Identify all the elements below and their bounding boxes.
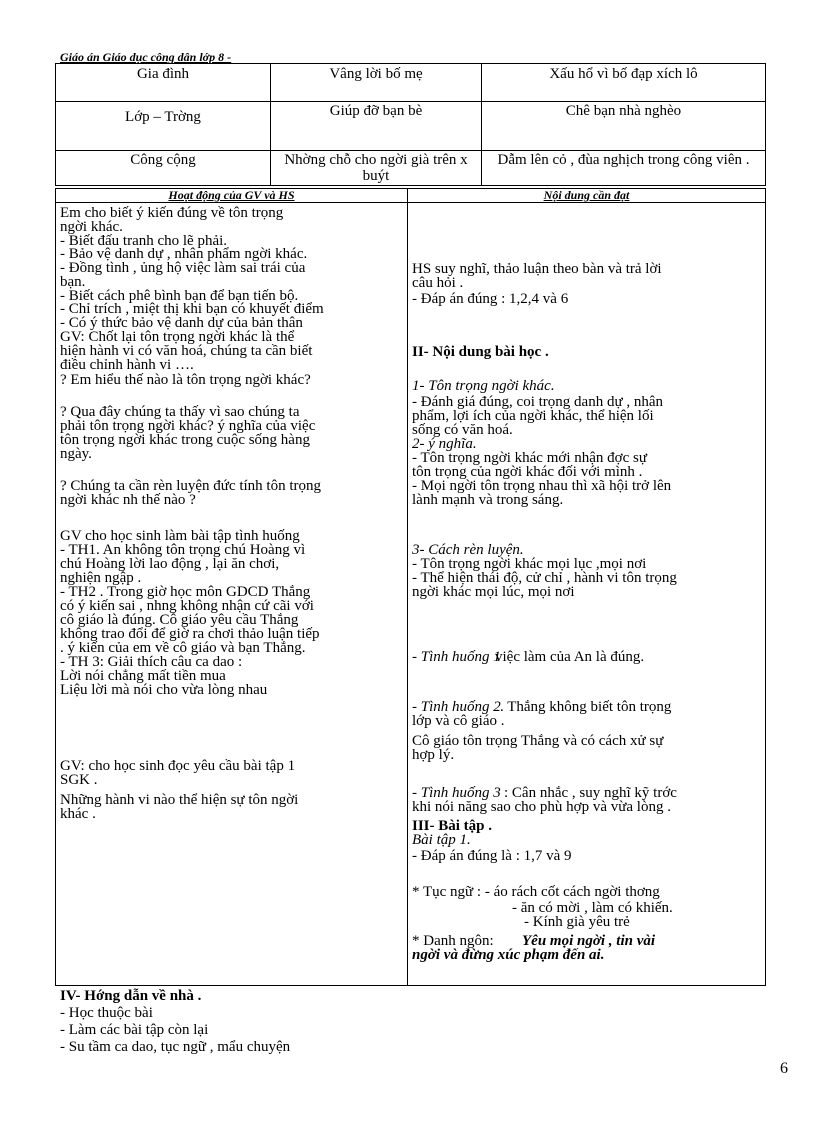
text-line: . Thắng không biết tôn trọng	[500, 699, 672, 715]
homework-section	[60, 988, 290, 1056]
text-line: hiện hành vi có văn hoá, chúng ta cần biết	[60, 343, 313, 359]
activities-column	[56, 203, 408, 986]
text-line: Lời nói chẳng mất tiền mua	[60, 668, 226, 684]
text-line: - ăn có mời , làm có khiến.	[512, 900, 673, 916]
page-number: 6	[780, 1060, 788, 1077]
cell: Nhờng chỗ cho ngời già trên x buýt	[271, 151, 482, 186]
text-line: * Tục ngữ : - áo rách cốt cách ngời thơng	[412, 884, 660, 900]
cell: Lớp – Trờng	[56, 102, 271, 151]
col-header-activities: Hoạt động của GV và HS	[56, 189, 408, 203]
text-line: GV cho học sinh làm bài tập tình huống	[60, 528, 300, 544]
text-line: việc làm của An là đúng.	[495, 649, 645, 665]
text-line: - Biết đấu tranh cho lẽ phải.	[60, 233, 228, 249]
text-line: SGK .	[60, 772, 98, 788]
homework-title: IV- Hớng dẫn về nhà .	[60, 988, 202, 1004]
text-line: sống có văn hoá.	[412, 422, 513, 438]
text-line: - Có ý thức bảo vệ danh dự của bản thân	[60, 315, 303, 331]
text-line: GV: cho học sinh đọc yêu cầu bài tập 1	[60, 758, 296, 774]
lesson-table	[55, 188, 766, 986]
text-line: câu hỏi .	[412, 275, 464, 291]
text-line: - Đồng tình , ủng hộ việc làm sai trái của	[60, 260, 306, 276]
text-line: ngời khác.	[60, 219, 123, 235]
text-line: ? Qua đây chúng ta thấy vì sao chúng ta	[60, 404, 300, 420]
text-line: - Thể hiện thái độ, cử chỉ , hành vi tôn trọng	[412, 570, 677, 586]
page-header: Giáo án Giáo dục công dân lớp 8 -	[60, 50, 232, 64]
cell: Gia đình	[56, 64, 271, 102]
col-header-content: Nội dung cần đạt	[408, 189, 766, 203]
text-line: - Kính già yêu trẻ	[524, 914, 630, 930]
text-line: bạn.	[60, 274, 86, 290]
text-line: * Danh ngôn:	[412, 933, 494, 949]
text-line: phải tôn trọng ngời khác? ý nghĩa của việc	[60, 418, 316, 434]
text-line: - Đáp án đúng là : 1,7 và 9	[412, 848, 572, 864]
cell: Xấu hổ vì bố đạp xích lô	[482, 64, 766, 102]
text-line: - Đáp án đúng : 1,2,4 và 6	[412, 291, 569, 307]
text-line: không trao đổi để giờ ra chơi thảo luận tiếp	[60, 626, 320, 642]
text-line: - Mọi ngời tôn trọng nhau thì xã hội trở lên	[412, 478, 672, 494]
homework-item: - Su tầm ca dao, tục ngữ , mẩu chuyện	[60, 1039, 291, 1055]
text-line: ngày.	[60, 446, 92, 462]
text-line: khi nói năng sao cho phù hợp và vừa lòng .	[412, 799, 671, 815]
text-line: ? Em hiểu thế nào là tôn trọng ngời khác?	[60, 372, 311, 388]
text-line: Những hành vi nào thể hiện sự tôn ngời	[60, 792, 299, 808]
text-line: - TH1. An không tôn trọng chú Hoàng vì	[60, 542, 306, 558]
text-line: Bài tập 1.	[412, 832, 471, 848]
cell: Dẫm lên cỏ , đùa nghịch trong công viên .	[482, 151, 766, 186]
text-line: 3- Cách rèn luyện.	[412, 542, 524, 558]
text-line: 1- Tôn trọng ngời khác.	[412, 378, 555, 394]
cell: Chê bạn nhà nghèo	[482, 102, 766, 151]
text-line: chú Hoàng lời lao động , lại ăn chơi,	[60, 556, 280, 572]
text-line: . ý kiến của em về cô giáo và bạn Thắng.	[60, 640, 306, 656]
content-column	[408, 203, 766, 986]
text-line: GV: Chốt lại tôn trọng ngời khác là thể	[60, 329, 295, 345]
text-line: Yêu mọi ngời , tin vài	[522, 933, 656, 949]
text-line: hợp lý.	[412, 747, 455, 763]
text-line: phẩm, lợi ích của ngời khác, thể hiện lối	[412, 408, 654, 424]
text-line: tôn trọng ngời khác trong cuộc sống hàng	[60, 432, 310, 448]
text-line: ngời và đừng xúc phạm đến ai.	[412, 947, 605, 963]
text-line: - Tôn trọng ngời khác mới nhận đợc sự	[412, 450, 647, 466]
examples-table	[55, 63, 766, 186]
text-line: khác .	[60, 806, 96, 822]
text-line: III- Bài tập .	[412, 818, 493, 834]
text-line: - Biết cách phê bình bạn để bạn tiến bộ.	[60, 288, 299, 304]
text-line: 2- ý nghĩa.	[412, 436, 477, 452]
text-line: - TH 3: Giải thích câu ca dao :	[60, 654, 243, 670]
text-line: lớp và cô giáo .	[412, 713, 505, 729]
text-line: - Tình huống 3	[412, 785, 501, 801]
text-line: HS suy nghĩ, thảo luận theo bàn và trả lời	[412, 261, 662, 277]
text-line: lành mạnh và trong sáng.	[412, 492, 564, 508]
cell: Công cộng	[56, 151, 271, 186]
text-line: cô giáo là đúng. Cô giáo yêu cầu Thắng	[60, 612, 299, 628]
text-line: ngời khác nh thế nào ?	[60, 492, 196, 508]
text-line: - Chỉ trích , miệt thị khi bạn có khuyết điểm	[60, 301, 324, 317]
text-line: ngời khác mọi lúc, mọi nơi	[412, 584, 575, 600]
text-line: II- Nội dung bài học .	[412, 344, 549, 360]
text-line: Liệu lời mà nói cho vừa lòng nhau	[60, 682, 268, 698]
homework-item: - Học thuộc bài	[60, 1005, 153, 1021]
text-line: ? Chúng ta cần rèn luyện đức tính tôn trọng	[60, 478, 321, 494]
text-line: - Đánh giá đúng, coi trọng danh dự , nhân	[412, 394, 663, 410]
text-line: nghiện ngập .	[60, 570, 142, 586]
text-line: Em cho biết ý kiến đúng về tôn trọng	[60, 205, 284, 221]
text-line: - Tình huống 2	[412, 699, 501, 715]
text-line: - Tôn trọng ngời khác mọi lục ,mọi nơi	[412, 556, 647, 572]
text-line: điều chỉnh hành vi ….	[60, 357, 194, 373]
cell: Giúp đỡ bạn bè	[271, 102, 482, 151]
cell: Vâng lời bố mẹ	[271, 64, 482, 102]
text-line: : Cân nhắc , suy nghĩ kỹ trớc	[504, 785, 677, 801]
text-line: tôn trọng của ngời khác đối với mình .	[412, 464, 643, 480]
homework-item: - Làm các bài tập còn lại	[60, 1022, 209, 1038]
text-line: - TH2 . Trong giờ học môn GDCD Thắng	[60, 584, 311, 600]
text-line: có ý kiến sai , nhng không nhận cứ cãi với	[60, 598, 314, 614]
text-line: - Tình huống 1	[412, 649, 501, 665]
text-line: - Bảo vệ danh dự , nhân phẩm ngời khác.	[60, 246, 308, 262]
text-line: Cô giáo tôn trọng Thắng và có cách xử sự	[412, 733, 664, 749]
